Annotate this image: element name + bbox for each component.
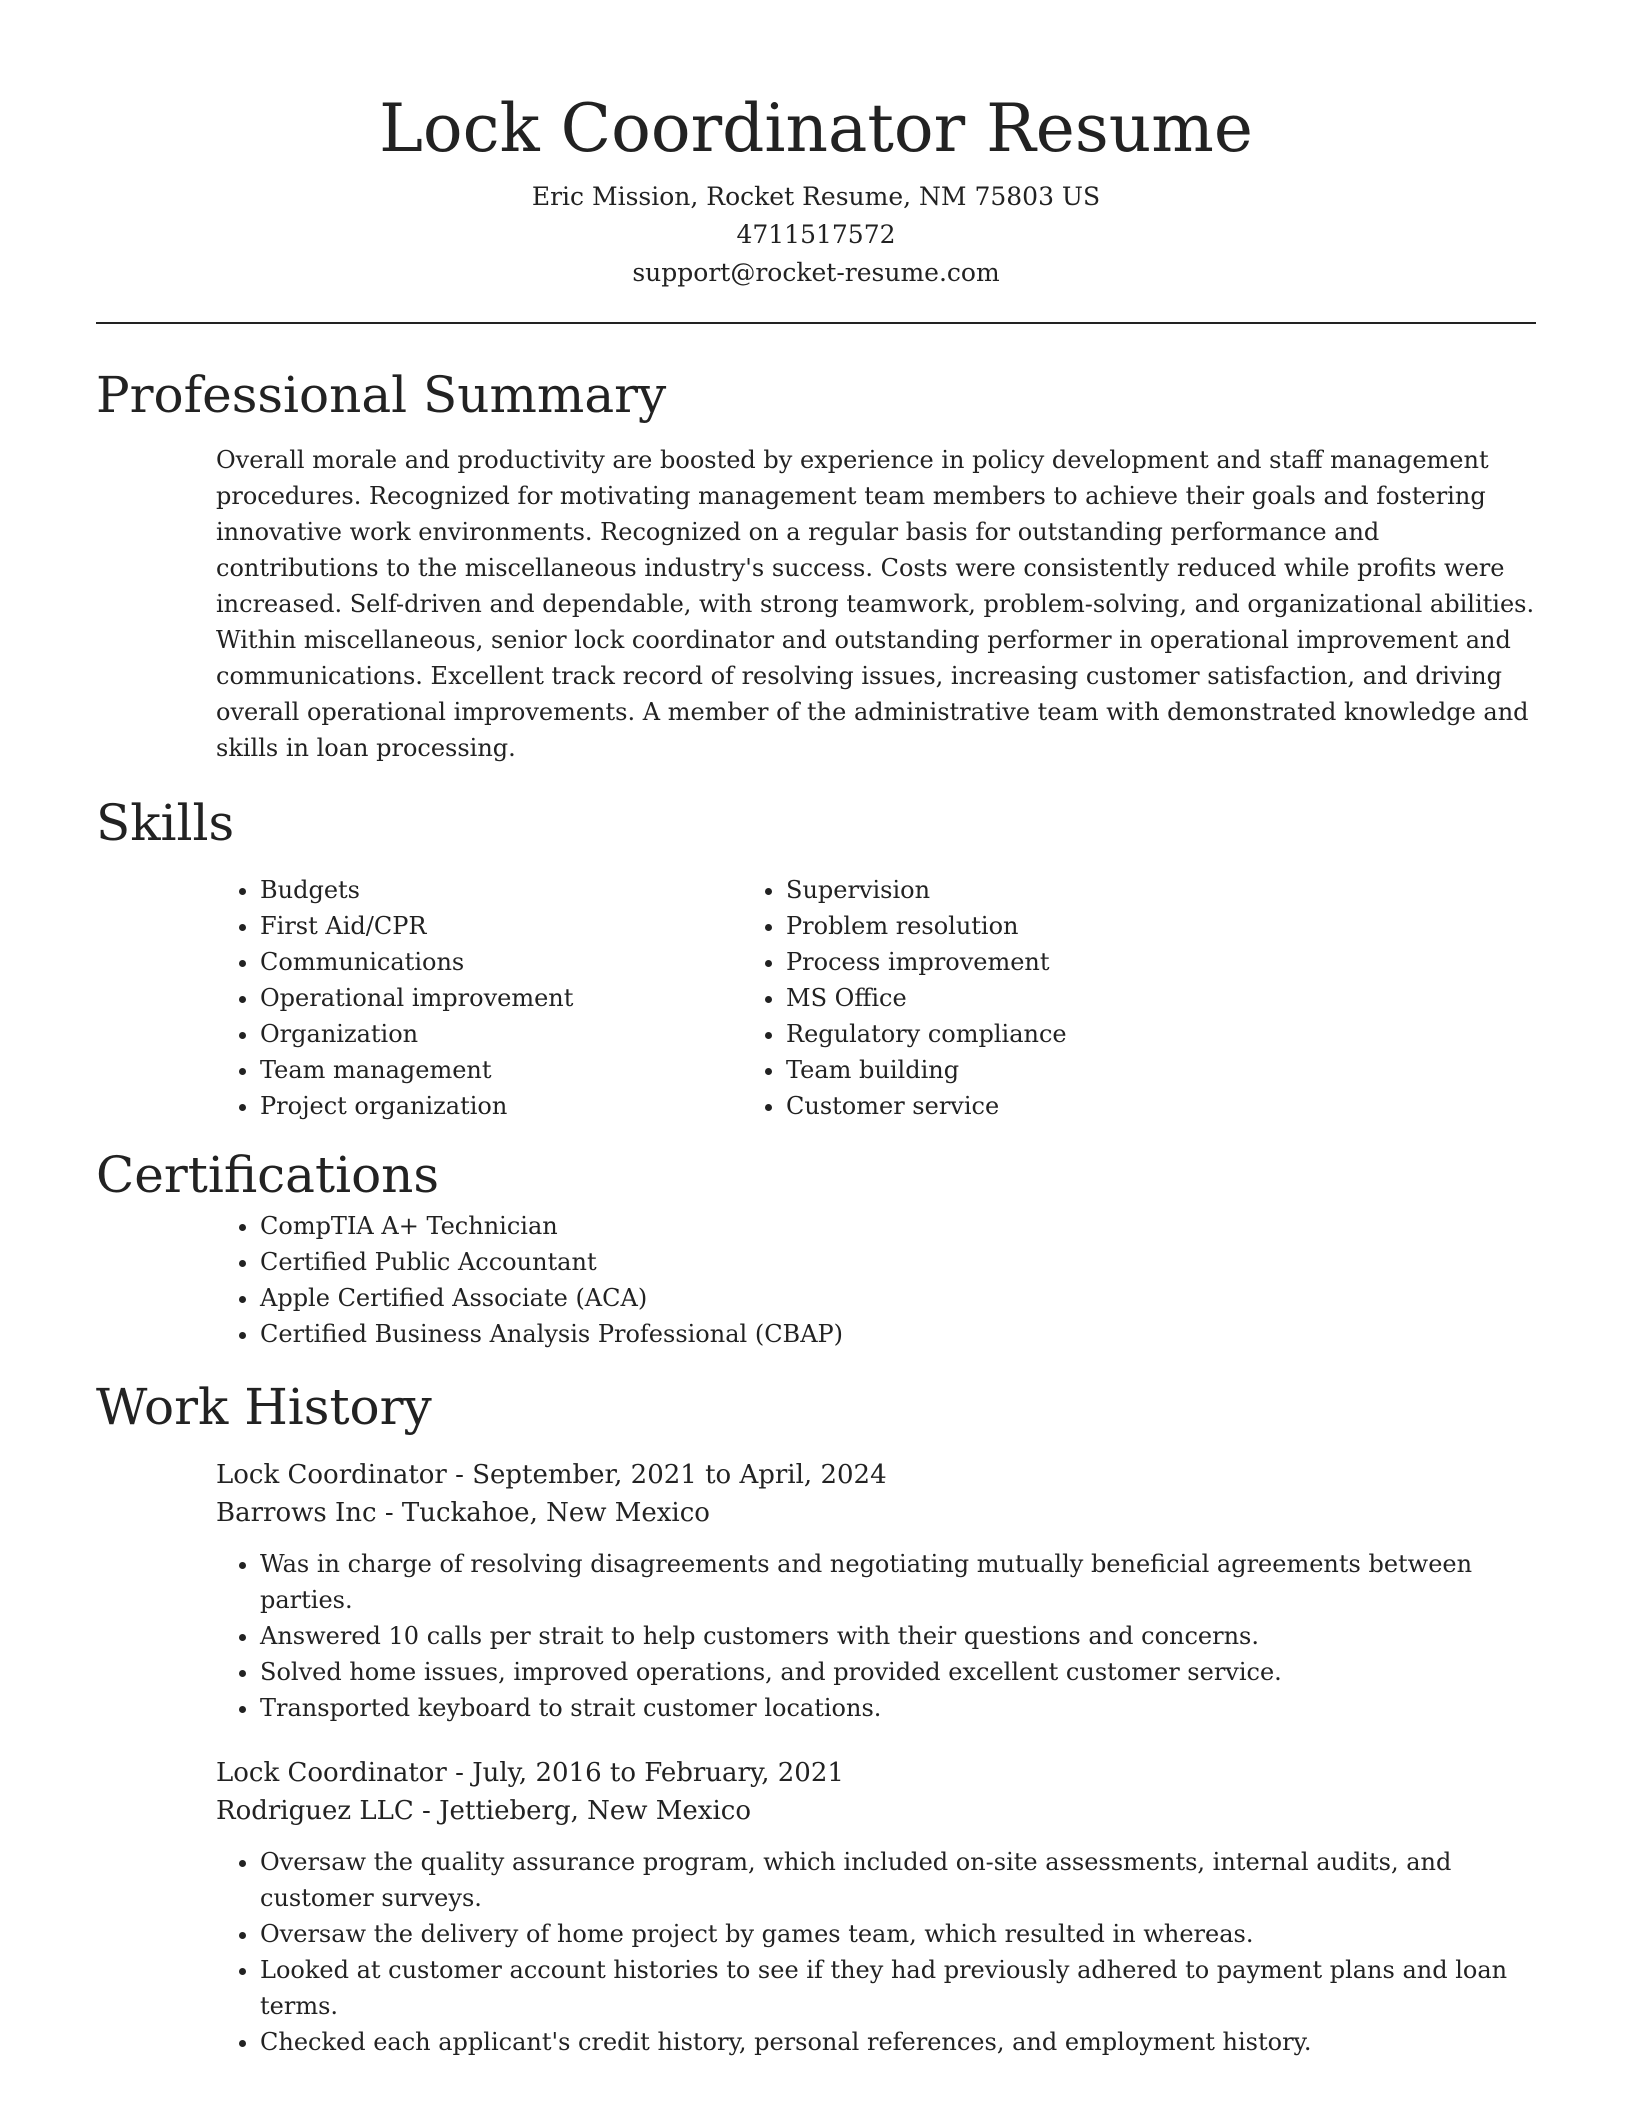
certifications-list (96, 1208, 1536, 1352)
job-dates: - September, 2021 to April, 2024 (446, 1460, 887, 1490)
job-company-line (216, 1494, 1536, 1532)
job-task-item: • Was in charge of resolving disagreements and negotiating mutually beneficial agreements between parties. (260, 1546, 1536, 1618)
contact-phone: 4711517572 (736, 220, 896, 249)
skill-item: • Team management (260, 1052, 746, 1088)
skill-item: • MS Office (786, 980, 1396, 1016)
skills-list-left (96, 872, 746, 1124)
contact-block (96, 178, 1536, 292)
job-entry (216, 1754, 1536, 2060)
certification-item: • Certified Public Accountant (260, 1244, 1536, 1280)
work-history-heading: Work History (96, 1378, 432, 1436)
skill-item: • Problem resolution (786, 908, 1396, 944)
skills-column-left (96, 872, 746, 1124)
skill-item: • Process improvement (786, 944, 1396, 980)
resume-page (96, 0, 1536, 2060)
job-entry (216, 1456, 1536, 1726)
job-role: Lock Coordinator (216, 1460, 447, 1490)
skill-item: • Organization (260, 1016, 746, 1052)
certifications-heading: Certifications (96, 1146, 440, 1204)
job-task-item: • Oversaw the delivery of home project by games team, which resulted in whereas. (260, 1916, 1536, 1952)
certification-item: • Certified Business Analysis Professional (CBAP) (260, 1316, 1536, 1352)
job-task-item: • Answered 10 calls per strait to help customers with their questions and concerns. (260, 1618, 1536, 1654)
contact-address: Eric Mission, Rocket Resume, NM 75803 US (531, 182, 1101, 211)
certification-item: • Apple Certified Associate (ACA) (260, 1280, 1536, 1316)
job-task-item: • Oversaw the quality assurance program, which included on-site assessments, internal audits, and customer surveys. (260, 1844, 1536, 1916)
skill-item: • Budgets (260, 872, 746, 908)
skill-item: • First Aid/CPR (260, 908, 746, 944)
skill-item: • Team building (786, 1052, 1396, 1088)
job-title-line (216, 1754, 1536, 1792)
skill-item: • Project organization (260, 1088, 746, 1124)
contact-email: support@rocket-resume.com (632, 258, 1000, 287)
certification-item: • CompTIA A+ Technician (260, 1208, 1536, 1244)
job-tasks (216, 1546, 1536, 1726)
skill-item: • Operational improvement (260, 980, 746, 1016)
job-task-list (216, 1844, 1536, 2060)
job-location: - Jettieberg, New Mexico (413, 1796, 751, 1826)
summary-heading: Professional Summary (96, 366, 667, 424)
job-task-list (216, 1546, 1536, 1726)
job-dates: - July, 2016 to February, 2021 (446, 1758, 844, 1788)
job-role: Lock Coordinator (216, 1758, 447, 1788)
job-task-item: • Looked at customer account histories to see if they had previously adhered to payment plans and loan terms. (260, 1952, 1536, 2024)
job-task-item: • Checked each applicant's credit history, personal references, and employment history. (260, 2024, 1536, 2060)
skills-column-right (746, 872, 1396, 1124)
skills-grid (96, 872, 1536, 1124)
skill-item: • Regulatory compliance (786, 1016, 1396, 1052)
summary-text: Overall morale and productivity are boosted by experience in policy development and staff management procedures. Recognized for motivating management team members to achieve their goals and fostering innovative work environments. Recognized on a regular basis for outstanding performance and contributions to the miscellaneous industry's success. Costs were consistently reduced while profits were increased. Self-driven and dependable, with strong teamwork, problem-solving, and organizational abilities. Within miscellaneous, senior lock coordinator and outstanding performer in operational improvement and communications. Excellent track record of resolving issues, increasing customer satisfaction, and driving overall operational improvements. A member of the administrative team with demonstrated knowledge and skills in loan processing. (216, 446, 1535, 762)
job-company-line (216, 1792, 1536, 1830)
skill-item: • Customer service (786, 1088, 1396, 1124)
job-task-item: • Solved home issues, improved operations, and provided excellent customer service. (260, 1654, 1536, 1690)
header-divider (96, 322, 1536, 324)
resume-header (96, 0, 1536, 292)
job-company: Rodriguez LLC (216, 1796, 414, 1826)
skills-list-right (746, 872, 1396, 1124)
job-company: Barrows Inc (216, 1498, 377, 1528)
skill-item: • Communications (260, 944, 746, 980)
job-tasks (216, 1844, 1536, 2060)
resume-title: Lock Coordinator Resume (379, 90, 1253, 167)
skill-item: • Supervision (786, 872, 1396, 908)
job-task-item: • Transported keyboard to strait customer locations. (260, 1690, 1536, 1726)
job-title-line (216, 1456, 1536, 1494)
skills-heading: Skills (96, 794, 235, 852)
job-location: - Tuckahoe, New Mexico (376, 1498, 710, 1528)
